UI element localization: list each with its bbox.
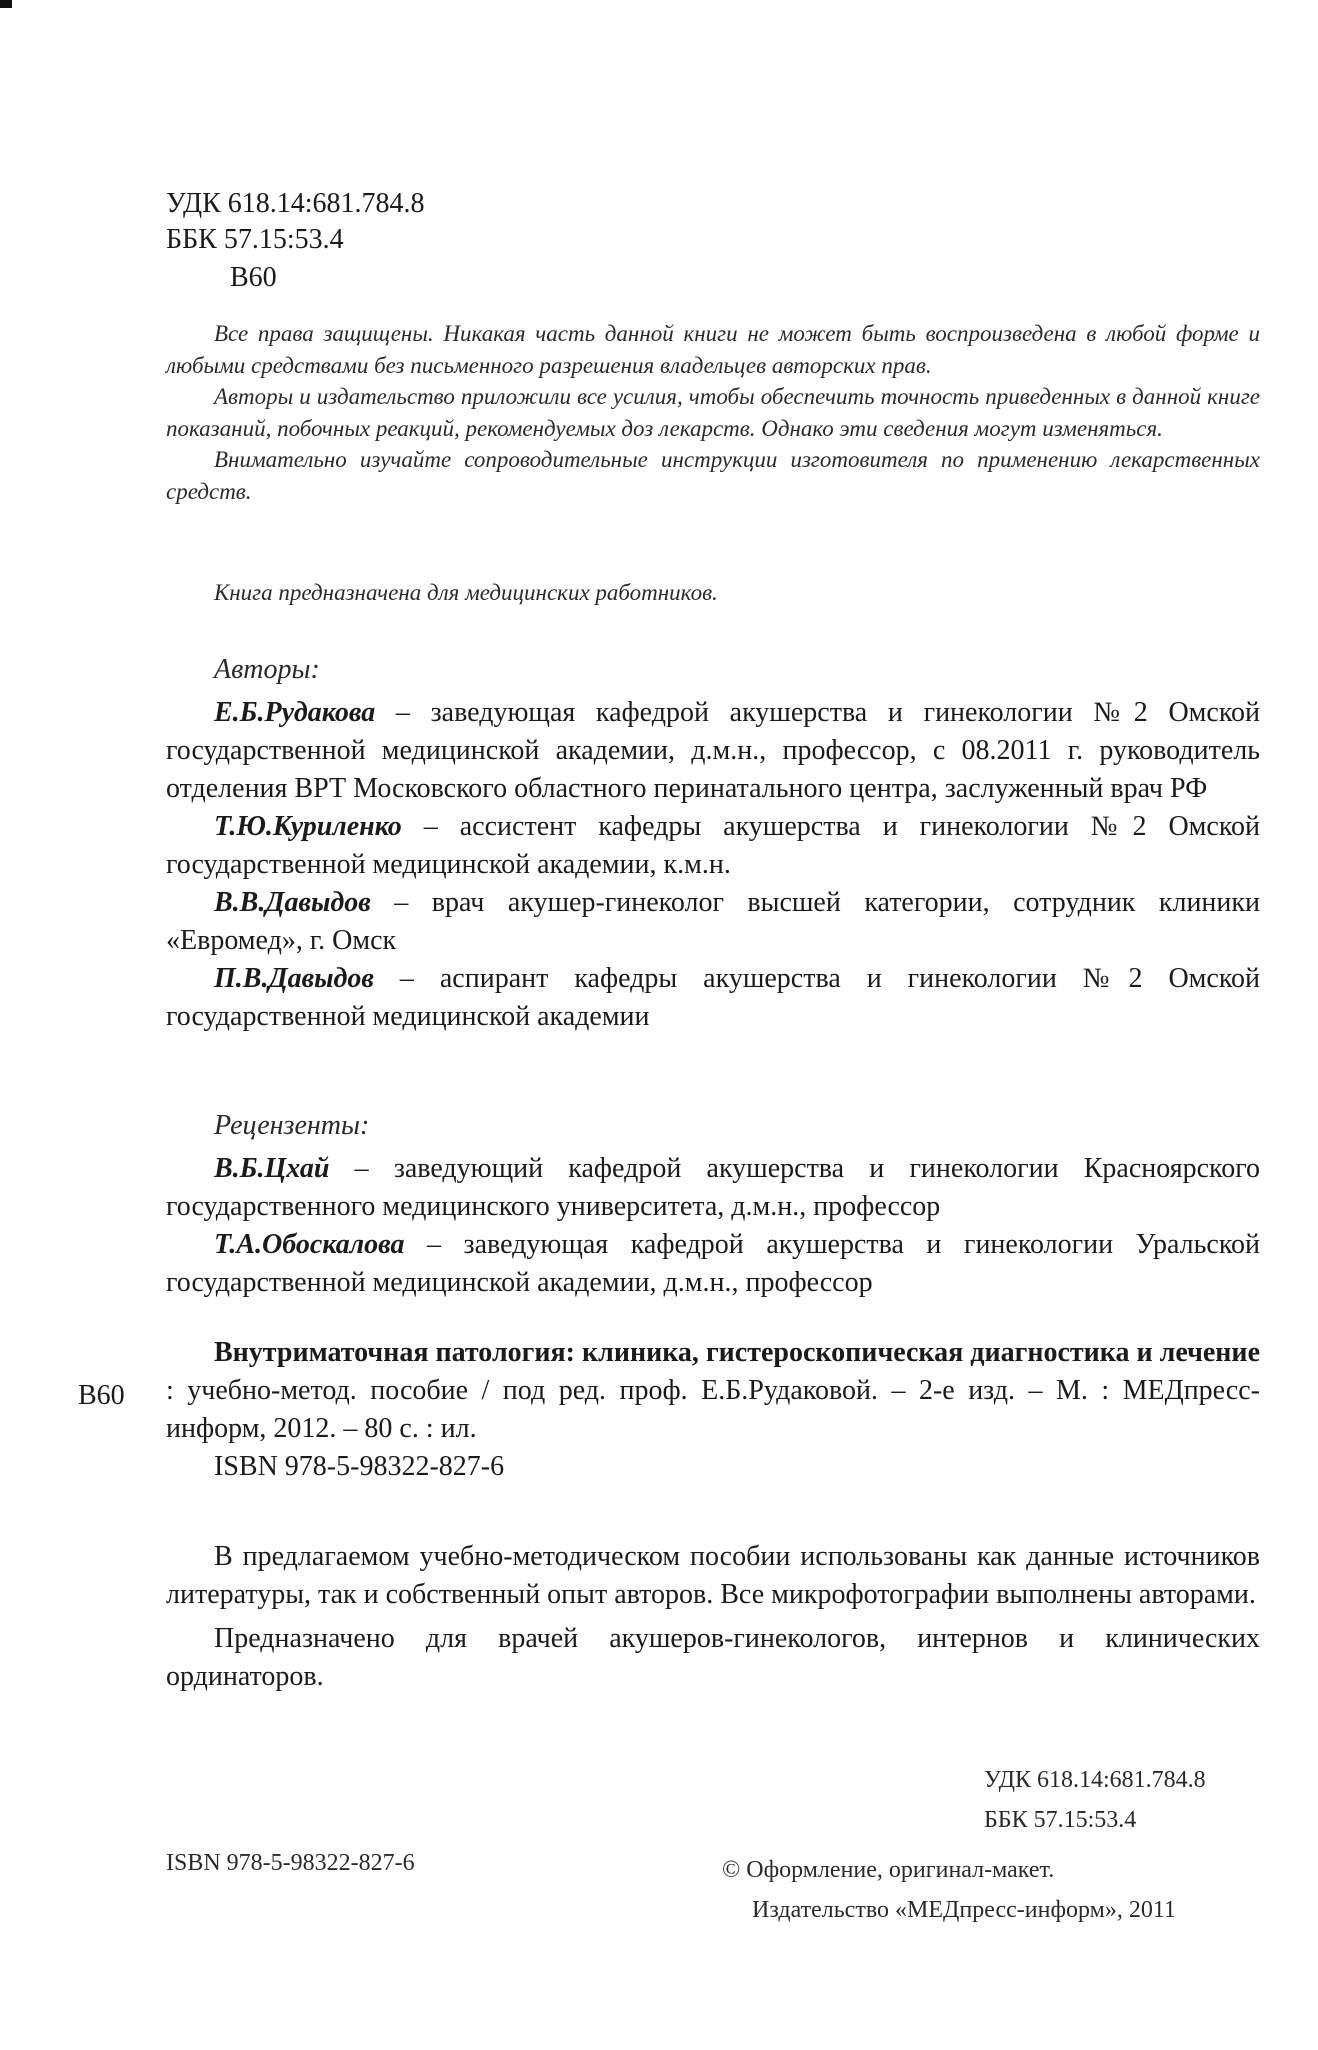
reviewer-desc: – заведующая кафедрой акушерства и гинекологии Уральской государственной медицинской академии, д.м.н., профессор bbox=[166, 1229, 1260, 1298]
copyright-line: © Оформление, оригинал-макет. bbox=[722, 1857, 1055, 1883]
book-title: Внутриматочная патология: клиника, гистероскопическая диагностика и лечение bbox=[214, 1337, 1260, 1368]
biblio-isbn: ISBN 978-5-98322-827-6 bbox=[214, 1451, 505, 1482]
footer-classification bbox=[984, 1760, 1206, 1840]
authors-list bbox=[166, 694, 1260, 1036]
bbk-code: ББК 57.15:53.4 bbox=[166, 224, 344, 255]
annotation-paragraph: Предназначено для врачей акушеров-гинекологов, интернов и клинических ординаторов. bbox=[166, 1623, 1260, 1692]
author-desc: – ассистент кафедры акушерства и гинекологии №2 Омской государственной медицинской академии, к.м.н. bbox=[166, 811, 1260, 880]
author-name: П.В.Давыдов bbox=[214, 963, 374, 994]
footer-udk: УДК 618.14:681.784.8 bbox=[984, 1767, 1206, 1793]
author-entry bbox=[166, 960, 1260, 1036]
footer-bbk: ББК 57.15:53.4 bbox=[984, 1807, 1137, 1833]
author-name: Т.Ю.Куриленко bbox=[214, 811, 402, 842]
notice-paragraph: Внимательно изучайте сопроводительные инструкции изготовителя по применению лекарственных средств. bbox=[166, 447, 1260, 504]
biblio-description bbox=[166, 1334, 1260, 1448]
biblio-author-mark: В60 bbox=[78, 1380, 125, 1411]
classification-header bbox=[166, 186, 425, 258]
scan-corner-mark bbox=[0, 0, 12, 8]
notice-paragraph: Все права защищены. Никакая часть данной книги не может быть воспроизведена в любой форме и любыми средствами без письменного разрешения владельцев авторских прав. bbox=[166, 321, 1260, 378]
author-entry bbox=[166, 884, 1260, 960]
authors-label: Авторы: bbox=[214, 654, 320, 685]
reviewer-entry bbox=[166, 1150, 1260, 1226]
annotation-paragraph: В предлагаемом учебно-методическом пособии использованы как данные источников литературы, так и собственный опыт авторов. Все микрофотографии выполнены авторами. bbox=[166, 1541, 1260, 1610]
author-desc: – аспирант кафедры акушерства и гинекологии №2 Омской государственной медицинской академии bbox=[166, 963, 1260, 1032]
notice-paragraph: Авторы и издательство приложили все усилия, чтобы обеспечить точность приведенных в данной книге показаний, побочных реакций, рекомендуемых доз лекарств. Однако эти сведения могут изменяться. bbox=[166, 384, 1260, 441]
annotation bbox=[166, 1538, 1260, 1702]
reviewer-desc: – заведующий кафедрой акушерства и гинекологии Красноярского государственного медицинского университета, д.м.н., профессор bbox=[166, 1153, 1260, 1222]
reviewers-list bbox=[166, 1150, 1260, 1302]
reviewer-entry bbox=[166, 1226, 1260, 1302]
footer-copyright bbox=[722, 1850, 1262, 1930]
biblio-details: : учебно-метод. пособие / под ред. проф. Е.Б.Рудаковой. – 2-е изд. – М. : МЕДпресс-информ, 2012. – 80 с. : ил. bbox=[166, 1375, 1260, 1444]
author-desc: – врач акушер-гинеколог высшей категории, сотрудник клиники «Евромед», г. Омск bbox=[166, 887, 1260, 956]
copyright-line: Издательство «МЕДпресс-информ», 2011 bbox=[752, 1897, 1176, 1923]
author-name: Е.Б.Рудакова bbox=[214, 697, 376, 728]
bibliographic-record bbox=[166, 1334, 1260, 1486]
copyright-notice bbox=[166, 318, 1260, 507]
author-entry bbox=[166, 694, 1260, 808]
author-desc: – заведующая кафедрой акушерства и гинекологии №2 Омской государственной медицинской академии, д.м.н., профессор, с 08.2011 г. руководитель отделения ВРТ Московского областного перинатального центра, заслуженный врач РФ bbox=[166, 697, 1260, 804]
audience-note: Книга предназначена для медицинских работников. bbox=[214, 580, 718, 605]
author-mark-code: В60 bbox=[230, 262, 277, 293]
footer-isbn: ISBN 978-5-98322-827-6 bbox=[166, 1850, 415, 1876]
reviewers-label: Рецензенты: bbox=[214, 1110, 370, 1141]
udk-code: УДК 618.14:681.784.8 bbox=[166, 188, 425, 219]
reviewer-name: В.Б.Цхай bbox=[214, 1153, 330, 1184]
reviewer-name: Т.А.Обоскалова bbox=[214, 1229, 405, 1260]
author-entry bbox=[166, 808, 1260, 884]
author-name: В.В.Давыдов bbox=[214, 887, 371, 918]
